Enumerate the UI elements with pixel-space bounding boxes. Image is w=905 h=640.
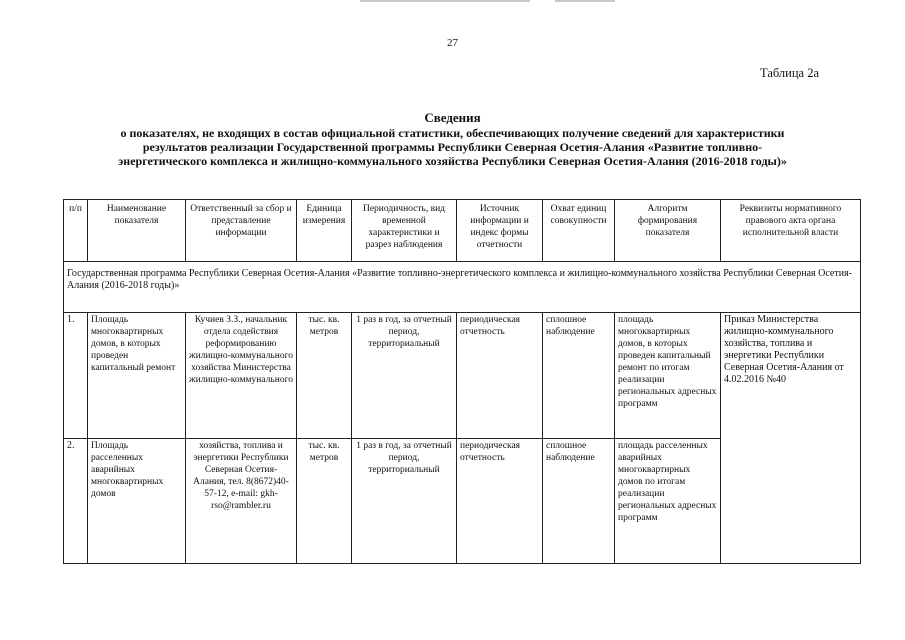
header-source: Источник информации и индекс формы отчетности: [457, 200, 543, 262]
table-header-row: [64, 200, 861, 262]
page-number: 27: [447, 37, 458, 49]
header-responsible: Ответственный за сбор и представление информации: [186, 200, 297, 262]
row-num: 1.: [64, 313, 88, 439]
scan-edge-mark: [360, 0, 530, 2]
header-unit: Единица измерения: [297, 200, 352, 262]
row-num: 2.: [64, 439, 88, 564]
info-source: периодическая отчетность: [457, 313, 543, 439]
document-subtitle-line-2: результатов реализации Государственной программы Республики Северная Осетия-Алания «Развитие топливно-: [142, 140, 763, 154]
indicators-table: [63, 199, 861, 564]
legal-act-requisites: Приказ Министерства жилищно-коммунального хозяйства, топлива и энергетики Республики Северная Осетия-Алания от 4.02.2016 №40: [721, 313, 861, 564]
unit: тыс. кв. метров: [297, 313, 352, 439]
algorithm: площадь многоквартирных домов, в которых проведен капитальный ремонт по итогам реализации региональных адресных программ: [615, 313, 721, 439]
document-subtitle-line-3: энергетического комплекса и жилищно-коммунального хозяйства Республики Северная Осетия-Алания (2016-2018 годы)»: [118, 154, 787, 168]
periodicity: 1 раз в год, за отчетный период, территориальный: [352, 313, 457, 439]
scan-edge-mark: [555, 0, 615, 2]
periodicity: 1 раз в год, за отчетный период, территориальный: [352, 439, 457, 564]
responsible-person-part1: Кучиев З.З., начальник отдела содействия реформированию жилищно-коммунального хозяйства Министерства жилищно-коммунального: [186, 313, 297, 439]
coverage: сплошное наблюдение: [543, 439, 615, 564]
header-requisites: Реквизиты нормативного правового акта органа исполнительной власти: [721, 200, 861, 262]
coverage: сплошное наблюдение: [543, 313, 615, 439]
section-title: Государственная программа Республики Северная Осетия-Алания «Развитие топливно-энергетического комплекса и жилищно-коммунального хозяйства Республики Северная Осетия-Алания (2016-2018 годы)»: [64, 262, 861, 313]
section-row: [64, 262, 861, 313]
indicator-name: Площадь расселенных аварийных многоквартирных домов: [88, 439, 186, 564]
info-source: периодическая отчетность: [457, 439, 543, 564]
indicator-name: Площадь многоквартирных домов, в которых проведен капитальный ремонт: [88, 313, 186, 439]
unit: тыс. кв. метров: [297, 439, 352, 564]
responsible-person-part2: хозяйства, топлива и энергетики Республики Северная Осетия-Алания, тел. 8(8672)40-57-12, e-mail: gkh-rso@rambler.ru: [186, 439, 297, 564]
header-periodicity: Периодичность, вид временной характеристики и разрез наблюдения: [352, 200, 457, 262]
header-num: п/п: [64, 200, 88, 262]
header-coverage: Охват единиц совокупности: [543, 200, 615, 262]
document-title: Сведения: [424, 110, 481, 125]
table-row: [64, 313, 861, 439]
header-algorithm: Алгоритм формирования показателя: [615, 200, 721, 262]
table-label: Таблица 2а: [760, 66, 820, 80]
header-name: Наименование показателя: [88, 200, 186, 262]
algorithm: площадь расселенных аварийных многоквартирных домов по итогам реализации региональных адресных программ: [615, 439, 721, 564]
document-subtitle-line-1: о показателях, не входящих в состав официальной статистики, обеспечивающих получение сведений для характеристики: [120, 126, 785, 140]
